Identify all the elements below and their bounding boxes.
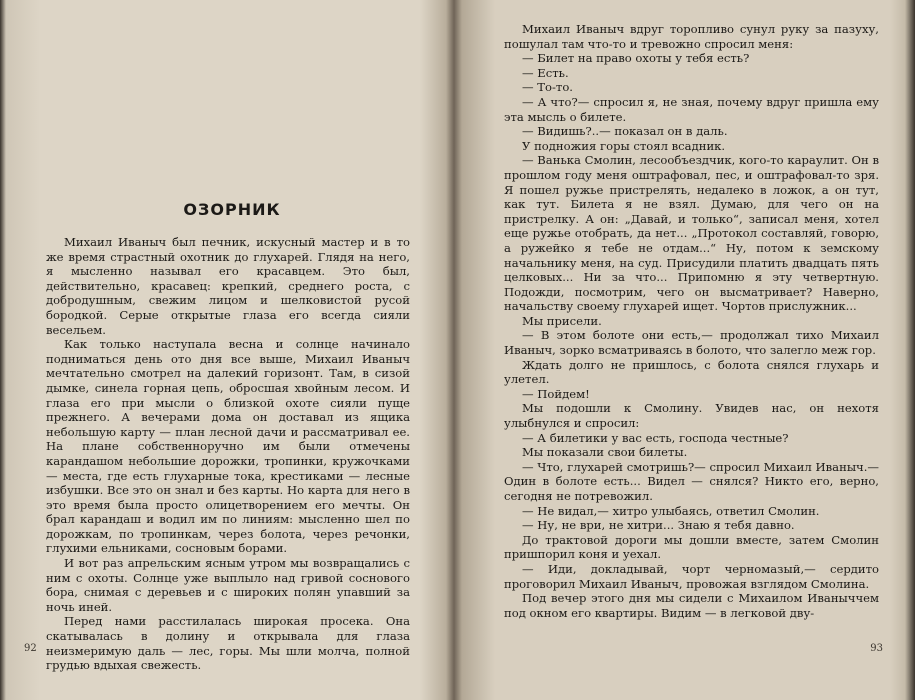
paragraph: Михаил Иваныч вдруг торопливо сунул руку за пазуху, пошулал там что-то и тревожно спросил меня: xyxy=(504,22,879,51)
left-page xyxy=(0,0,452,700)
paragraph: — Иди, докладывай, чорт черномазый,— сердито проговорил Михаил Иваныч, провожая взглядом Смолина. xyxy=(504,561,879,591)
story-title: ОЗОРНИК xyxy=(183,200,281,219)
paragraph: — То-то. xyxy=(522,80,573,95)
paragraph: — Пойдем! xyxy=(522,386,590,401)
paragraph: — Есть. xyxy=(522,65,569,80)
paragraph: Мы подошли к Смолину. Увидев нас, он нехотя улыбнулся и спросил: xyxy=(504,401,879,431)
paragraph: Как только наступала весна и солнце начинало подниматься день ото дня все выше, Михаил Иваныч мечтательно смотрел на далекий горизонт. Там, в сизой дымке, синела горная цепь, обросшая хвойным лесом. И глаза его при мысли о близкой охоте сияли пуще прежнего. А вечерами дома он доставал из ящика небольшую карту — план лесной дачи и рассматривал ее. На плане собственноручно им были отмечены карандашом небольшие дорожки, тропинки, кружочками — места, где есть глухарные тока, крестиками — лесные избушки. Все это он знал и без карты. Но карта для него в это время была просто олицетворением его мечты. Он брал карандаш и водил им по линиям: мысленно шел по дорожкам, по тропинкам, через болота, через речонки, глухими ельниками, сосновым борами. xyxy=(46,337,410,556)
paragraph: — А билетики у вас есть, господа честные? xyxy=(522,430,789,445)
paragraph: — Ванька Смолин, лесообъездчик, кого-то караулит. Он в прошлом году меня оштрафовал, пес, и оштрафовал-то зря. Я пошел ружье пристрелять, недалеко в ложок, а он тут, как тут. Билета я не взял. Думаю, для чего он на пристрелку. А он: „Давай, и только“, записал меня, хотел еще ружье отобрать, да нет... „Протокол составляй, говорю, а ружейко я тебе не отдам...“ Ну, потом к земскому начальнику меня, на суд. Присудили платить двадцать пять целковых... Ни за что... Припомню я эту четвертную. Подожди, посмотрим, чего он высматривает? Наверно, начальству своему глухарей ищет. Чортов прислужник... xyxy=(504,153,879,314)
paragraph: Мы присели. xyxy=(522,313,602,328)
right-page xyxy=(458,0,915,700)
paragraph: Михаил Иваныч был печник, искусный мастер и в то же время страстный охотник до глухарей. Глядя на него, я мысленно называл его красавцем. Это был, действительно, красавец: крепкий, среднего роста, с добродушным, свежим лицом и шелковистой русой бородкой. Серые открытые глаза его всегда сияли весельем. xyxy=(46,235,410,337)
page-number-right: 93 xyxy=(870,643,883,654)
paragraph: И вот раз апрельским ясным утром мы возвращались с ним с охоты. Солнце уже выплыло над гривой соснового бора, снимая с деревьев и с широких полян упавший за ночь иней. xyxy=(46,556,410,614)
paragraph: Мы показали свои билеты. xyxy=(522,445,688,460)
paragraph: — А что?— спросил я, не зная, почему вдруг пришла ему эта мысль о билете. xyxy=(504,94,879,124)
paragraph: — Ну, не ври, не хитри... Знаю я тебя давно. xyxy=(522,518,795,533)
page-number-left: 92 xyxy=(24,643,37,654)
paragraph: До трактовой дороги мы дошли вместе, затем Смолин пришпорил коня и уехал. xyxy=(504,532,879,562)
paragraph: — Не видал,— хитро улыбаясь, ответил Смолин. xyxy=(522,503,820,518)
paragraph: Перед нами расстилалась широкая просека. Она скатывалась в долину и открывала для глаза неизмеримую даль — лес, горы. Мы шли молча, полной грудью вдыхая свежесть. xyxy=(46,614,410,673)
paragraph: — В этом болоте они есть,— продолжал тихо Михаил Иваныч, зорко всматриваясь в болото, что залегло меж гор. xyxy=(504,328,879,358)
paragraph: Под вечер этого дня мы сидели с Михаилом Иваныччем под окном его квартиры. Видим — в легковой дву- xyxy=(504,591,879,620)
paragraph: У подножия горы стоял всадник. xyxy=(522,138,726,153)
paragraph: — Билет на право охоты у тебя есть? xyxy=(522,51,750,66)
paragraph: Ждать долго не пришлось, с болота снялся глухарь и улетел. xyxy=(504,357,879,387)
paragraph: — Видишь?..— показал он в даль. xyxy=(522,124,728,139)
paragraph: — Что, глухарей смотришь?— спросил Михаил Иваныч.— Один в болоте есть... Видел — снялся? Никто его, верно, сегодня не потревожил. xyxy=(504,459,879,503)
